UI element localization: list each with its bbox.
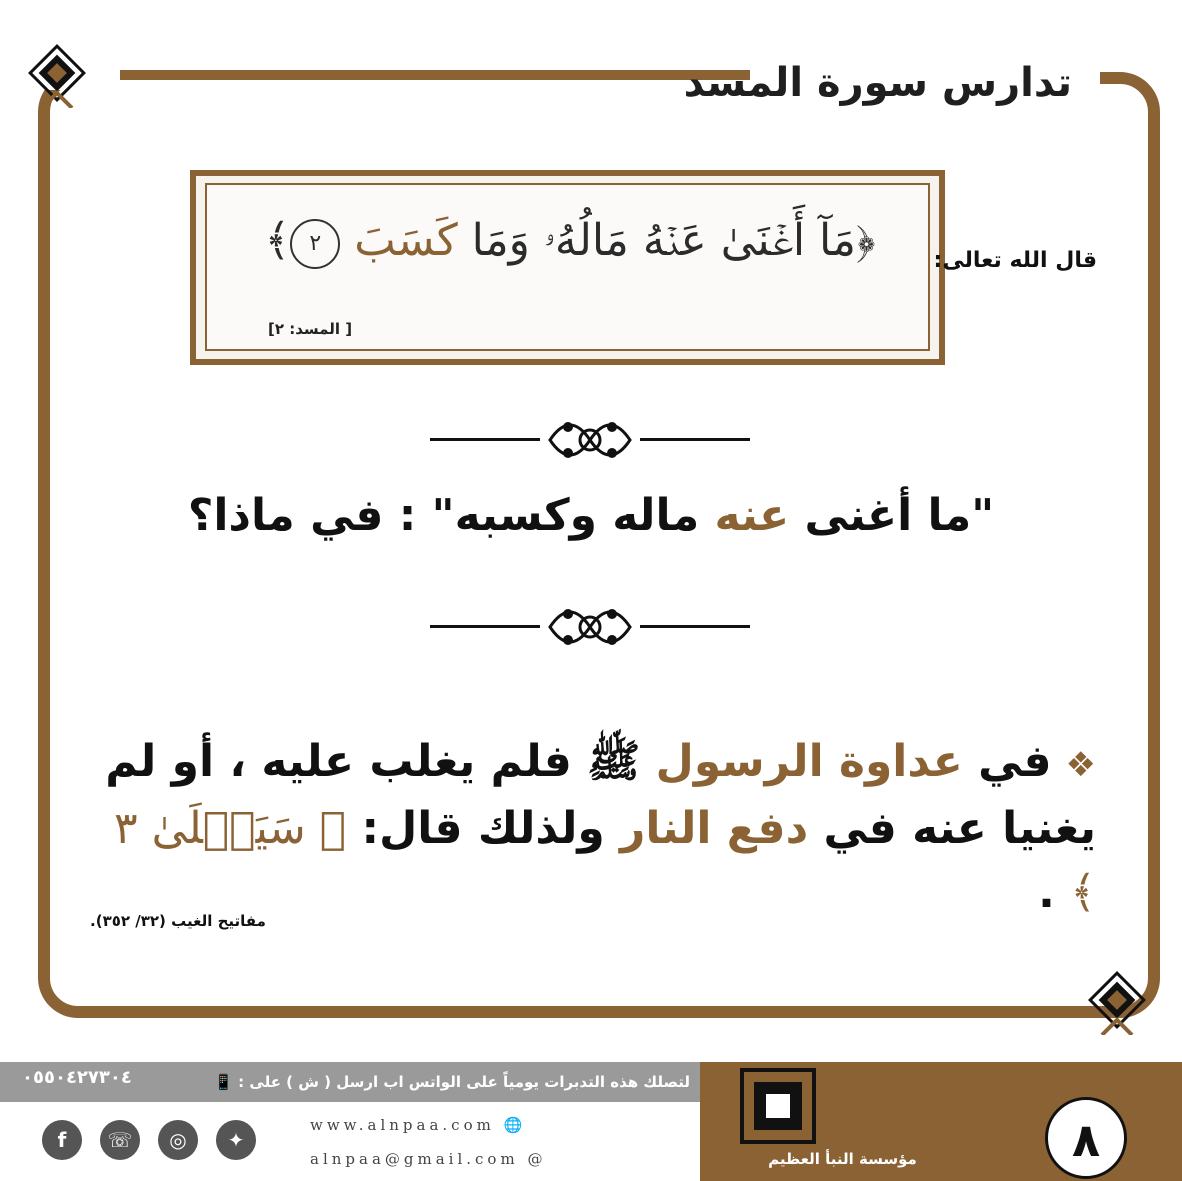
- org-name: مؤسسة النبأ العظيم: [768, 1150, 917, 1168]
- instagram-icon[interactable]: ◎: [158, 1120, 198, 1160]
- globe-icon: 🌐: [503, 1116, 527, 1134]
- verse-text: ﴿مَآ أَغۡنَىٰ عَنۡهُ مَالُهُۥ وَمَا كَسَبَ ٢﴾: [220, 215, 920, 269]
- ornament-icon: [540, 405, 640, 475]
- ornament-icon: [540, 592, 640, 662]
- website-link[interactable]: www.alnpaa.com 🌐: [310, 1116, 527, 1134]
- at-icon: @: [527, 1150, 547, 1168]
- facebook-icon[interactable]: f: [42, 1120, 82, 1160]
- phone-icon: 📱: [214, 1073, 233, 1091]
- org-logo-mark: [22, 38, 92, 108]
- ornament-divider: [430, 405, 750, 475]
- email-link[interactable]: alnpaa@gmail.com @: [310, 1150, 547, 1168]
- twitter-icon[interactable]: ✦: [216, 1120, 256, 1160]
- org-logo: [738, 1066, 818, 1146]
- page-title: تدارس سورة المسد: [683, 60, 1072, 106]
- source-citation: مفاتيح الغيب (٣٢/ ٣٥٢).: [90, 912, 266, 930]
- whatsapp-icon[interactable]: ☏: [100, 1120, 140, 1160]
- subscribe-text: لتصلك هذه التدبرات يومياً على الواتس اب ارسل ( ش ) على : 📱: [214, 1073, 690, 1091]
- card-number: ٨: [1045, 1097, 1127, 1179]
- ayah-number: ٢: [290, 219, 340, 269]
- title-rule: [120, 70, 750, 80]
- ornament-divider: [430, 592, 750, 662]
- verse-intro: قال الله تعالى:: [933, 248, 1097, 273]
- org-logo-mark: [1082, 965, 1152, 1035]
- phone-number[interactable]: ٠٥٥٠٤٢٧٣٠٤: [22, 1067, 132, 1088]
- answer-text: ❖في عداوة الرسول ﷺ فلم يغلب عليه ، أو لم يغنيا عنه في دفع النار ولذلك قال: ﴿ سَيَصۡلَىٰ ٣ ﴾ .: [105, 736, 1096, 918]
- bullet-icon: ❖: [1065, 745, 1096, 785]
- question-heading: "ما أغنى عنه ماله وكسبه" : في ماذا؟: [187, 490, 995, 541]
- verse-reference: [ المسد: ٢]: [268, 320, 353, 338]
